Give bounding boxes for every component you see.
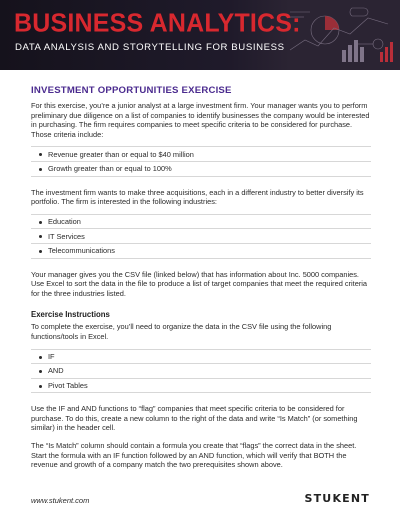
footer-website-link[interactable]: www.stukent.com <box>31 496 90 505</box>
bullet-icon <box>39 250 42 253</box>
bullet-icon <box>39 356 42 359</box>
instructions-heading: Exercise Instructions <box>31 310 110 320</box>
list-item: AND <box>31 364 371 379</box>
banner-title: BUSINESS ANALYTICS: <box>14 8 301 38</box>
industries-paragraph: The investment firm wants to make three acquisitions, each in a different industry to better diversify its portfolio. The firm is interested in the following industries: <box>31 187 364 207</box>
list-item: IT Services <box>31 229 371 244</box>
document-body <box>31 85 371 470</box>
bullet-icon <box>39 168 42 171</box>
intro-paragraph: For this exercise, you’re a junior analyst at a large investment firm. Your manager wants you to perform preliminary due diligence on a list of companies to identify businesses the company would be interested in purchasing. The firm requires companies to meet specific criteria to be considered for purchase. Those criteria include: <box>31 101 370 139</box>
list-item: Telecommunications <box>31 244 371 259</box>
tools-list <box>31 349 371 394</box>
list-item: Growth greater than or equal to 100% <box>31 162 371 177</box>
criteria-list <box>31 146 371 176</box>
match-paragraph: The “Is Match” column should contain a formula you create that “flags” the correct data in the sheet. Start the formula with an IF function followed by an AND function, which will verify that BOTH the revenue and growth of a company match the two prerequisites shown above. <box>31 441 357 470</box>
stukent-logo: STUKENT <box>304 492 370 505</box>
bullet-icon <box>39 221 42 224</box>
bullet-icon <box>39 153 42 156</box>
csv-paragraph: Your manager gives you the CSV file (linked below) that has information about Inc. 5000 companies. Use Excel to sort the data in the file to produce a list of target companies that meet the required criteria for the three industries listed. <box>31 269 368 298</box>
bullet-icon <box>39 235 42 238</box>
list-item: Education <box>31 215 371 230</box>
banner-subtitle: DATA ANALYSIS AND STORYTELLING FOR BUSINESS <box>15 42 285 53</box>
industries-list <box>31 214 371 259</box>
bullet-icon <box>39 385 42 388</box>
instructions-intro: To complete the exercise, you’ll need to organize the data in the CSV file using the following functions/tools in Excel. <box>31 322 332 341</box>
list-item: Pivot Tables <box>31 379 371 394</box>
flag-paragraph: Use the IF and AND functions to “flag” companies that meet specific criteria to be considered for purchase. To do this, create a new column to the right of the data and write “Is Match” (or something similar) in the header cell. <box>31 404 358 433</box>
document-title: INVESTMENT OPPORTUNITIES EXERCISE <box>31 85 232 96</box>
list-item: Revenue greater than or equal to $40 million <box>31 147 371 162</box>
bullet-icon <box>39 370 42 373</box>
header-banner <box>0 0 400 70</box>
list-item: IF <box>31 350 371 365</box>
